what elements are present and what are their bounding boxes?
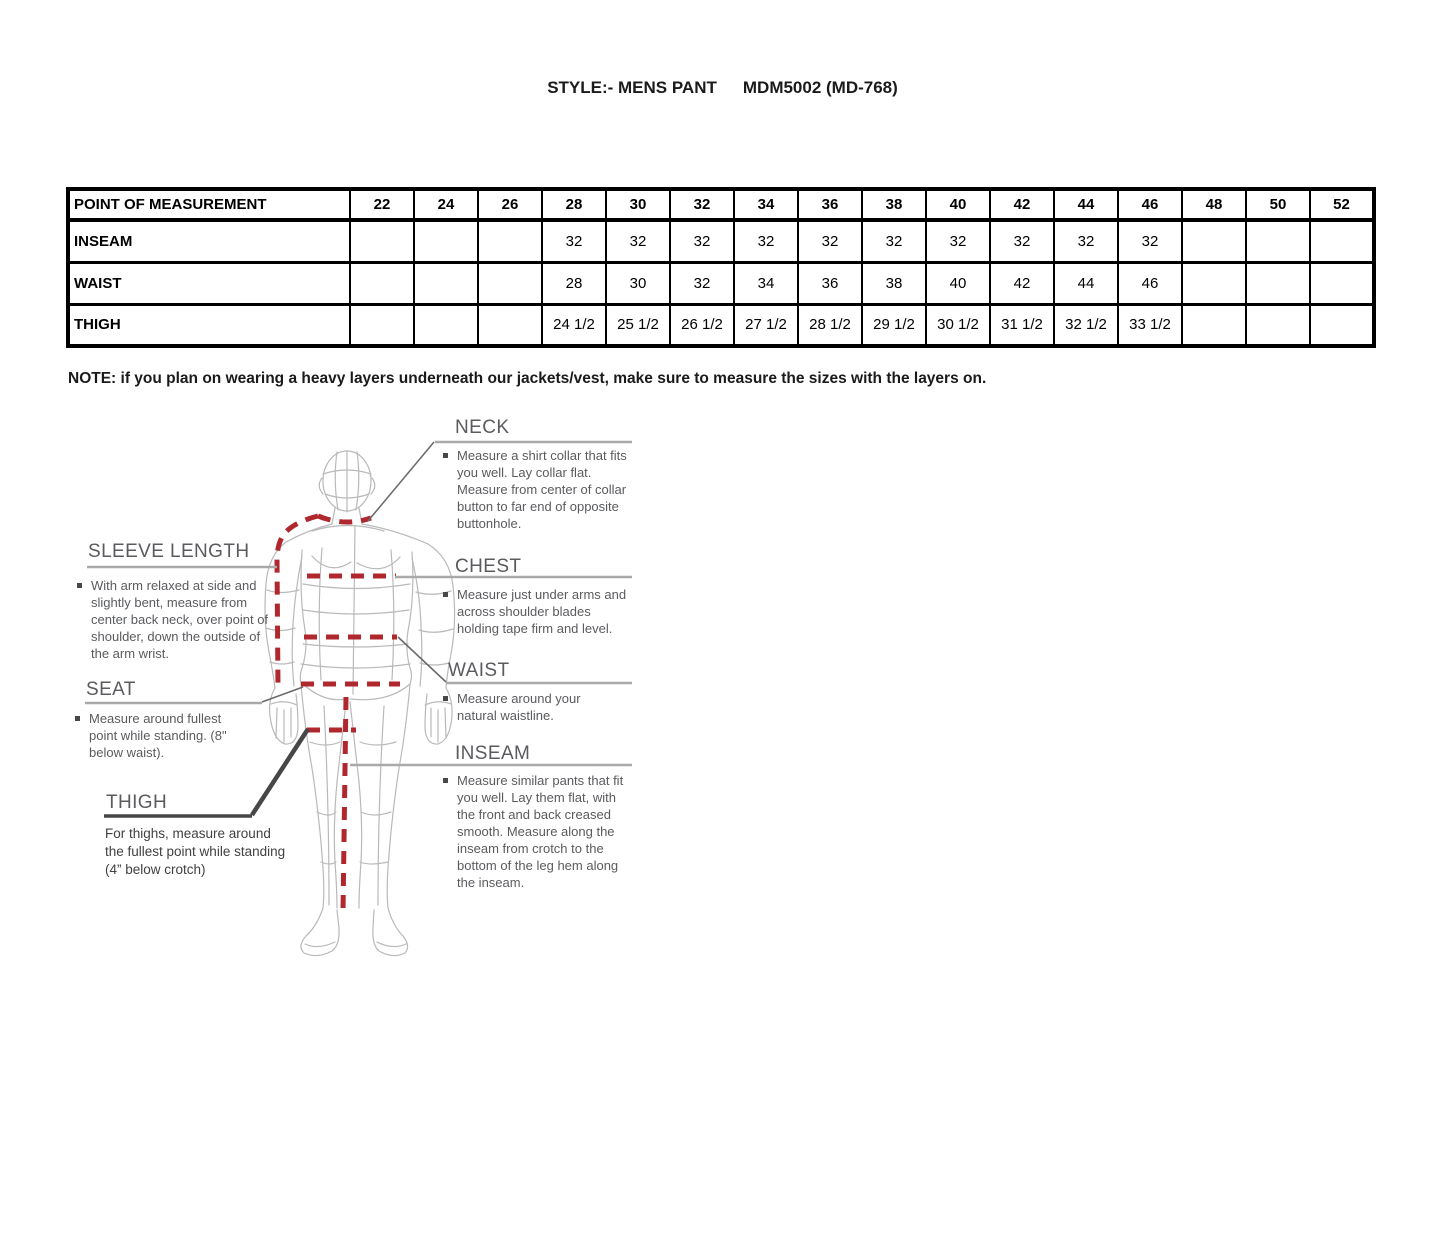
col-header-size-24: 24 xyxy=(414,189,478,220)
col-header-size-40: 40 xyxy=(926,189,990,220)
cell-inseam-46: 32 xyxy=(1118,220,1182,262)
col-header-size-28: 28 xyxy=(542,189,606,220)
col-header-point-of-measurement: POINT OF MEASUREMENT xyxy=(68,189,350,220)
cell-inseam-30: 32 xyxy=(606,220,670,262)
thigh-description: For thighs, measure around the fullest point while standing (4” below crotch) xyxy=(105,826,286,877)
cell-thigh-36: 28 1/2 xyxy=(798,304,862,346)
seat-description: Measure around fullest point while standing. (8" below waist). xyxy=(89,710,247,761)
cell-thigh-30: 25 1/2 xyxy=(606,304,670,346)
cell-thigh-38: 29 1/2 xyxy=(862,304,926,346)
style-code: MDM5002 (MD-768) xyxy=(742,78,898,97)
cell-waist-28: 28 xyxy=(542,262,606,304)
bullet-icon xyxy=(77,583,82,588)
sleeve-measure-line xyxy=(277,516,318,688)
bullet-icon xyxy=(443,778,448,783)
col-header-size-26: 26 xyxy=(478,189,542,220)
cell-thigh-46: 33 1/2 xyxy=(1118,304,1182,346)
cell-waist-36: 36 xyxy=(798,262,862,304)
cell-thigh-40: 30 1/2 xyxy=(926,304,990,346)
thigh-label: THIGH xyxy=(106,792,168,813)
cell-inseam-34: 32 xyxy=(734,220,798,262)
neck-label: NECK xyxy=(455,417,510,438)
bullet-icon xyxy=(443,592,448,597)
cell-inseam-42: 32 xyxy=(990,220,1054,262)
cell-inseam-28: 32 xyxy=(542,220,606,262)
row-label-thigh: THIGH xyxy=(68,304,350,346)
chest-label: CHEST xyxy=(455,556,522,577)
seat-label: SEAT xyxy=(86,679,136,700)
col-header-size-32: 32 xyxy=(670,189,734,220)
col-header-size-30: 30 xyxy=(606,189,670,220)
cell-waist-32: 32 xyxy=(670,262,734,304)
cell-inseam-36: 32 xyxy=(798,220,862,262)
cell-thigh-28: 24 1/2 xyxy=(542,304,606,346)
waist-description: Measure around your natural waistline. xyxy=(457,690,607,724)
style-label: STYLE:- MENS PANT xyxy=(547,78,717,97)
col-header-size-38: 38 xyxy=(862,189,926,220)
col-header-size-48: 48 xyxy=(1182,189,1246,220)
cell-waist-44: 44 xyxy=(1054,262,1118,304)
col-header-size-46: 46 xyxy=(1118,189,1182,220)
measure-lines xyxy=(277,516,400,912)
bullet-icon xyxy=(75,716,80,721)
inseam-measure-line xyxy=(343,697,346,912)
col-header-size-50: 50 xyxy=(1246,189,1310,220)
neck-connector-line xyxy=(368,442,434,521)
neck-measure-line xyxy=(318,516,371,522)
col-header-size-44: 44 xyxy=(1054,189,1118,220)
inseam-description: Measure similar pants that fit you well. Lay them flat, with the front and back creased smooth. Measure along the inseam from crotch to the bottom of the leg hem along the inseam. xyxy=(457,772,635,891)
cell-inseam-40: 32 xyxy=(926,220,990,262)
neck-description: Measure a shirt collar that fits you well. Lay collar flat. Measure from center of collar button to far end of opposite buttonhole. xyxy=(457,447,631,532)
cell-inseam-38: 32 xyxy=(862,220,926,262)
cell-thigh-32: 26 1/2 xyxy=(670,304,734,346)
cell-thigh-44: 32 1/2 xyxy=(1054,304,1118,346)
cell-inseam-32: 32 xyxy=(670,220,734,262)
cell-waist-46: 46 xyxy=(1118,262,1182,304)
cell-thigh-34: 27 1/2 xyxy=(734,304,798,346)
cell-waist-34: 34 xyxy=(734,262,798,304)
row-label-inseam: INSEAM xyxy=(68,220,350,262)
cell-waist-38: 38 xyxy=(862,262,926,304)
cell-waist-30: 30 xyxy=(606,262,670,304)
col-header-size-34: 34 xyxy=(734,189,798,220)
note-text: NOTE: if you plan on wearing a heavy layers underneath our jackets/vest, make sure to measure the sizes with the layers on. xyxy=(68,370,987,387)
inseam-label: INSEAM xyxy=(455,743,531,764)
cell-thigh-42: 31 1/2 xyxy=(990,304,1054,346)
cell-waist-42: 42 xyxy=(990,262,1054,304)
col-header-size-52: 52 xyxy=(1310,189,1374,220)
cell-inseam-44: 32 xyxy=(1054,220,1118,262)
waist-label: WAIST xyxy=(448,660,510,681)
col-header-size-22: 22 xyxy=(350,189,414,220)
sleeve-length-label: SLEEVE LENGTH xyxy=(88,541,250,562)
bullet-icon xyxy=(443,453,448,458)
row-label-waist: WAIST xyxy=(68,262,350,304)
col-header-size-36: 36 xyxy=(798,189,862,220)
cell-waist-40: 40 xyxy=(926,262,990,304)
sleeve-length-description: With arm relaxed at side and slightly bent, measure from center back neck, over point of shoulder, down the outside of the arm wrist. xyxy=(91,577,271,662)
bullet-icon xyxy=(443,696,448,701)
col-header-size-42: 42 xyxy=(990,189,1054,220)
chest-description: Measure just under arms and across shoulder blades holding tape firm and level. xyxy=(457,586,635,637)
